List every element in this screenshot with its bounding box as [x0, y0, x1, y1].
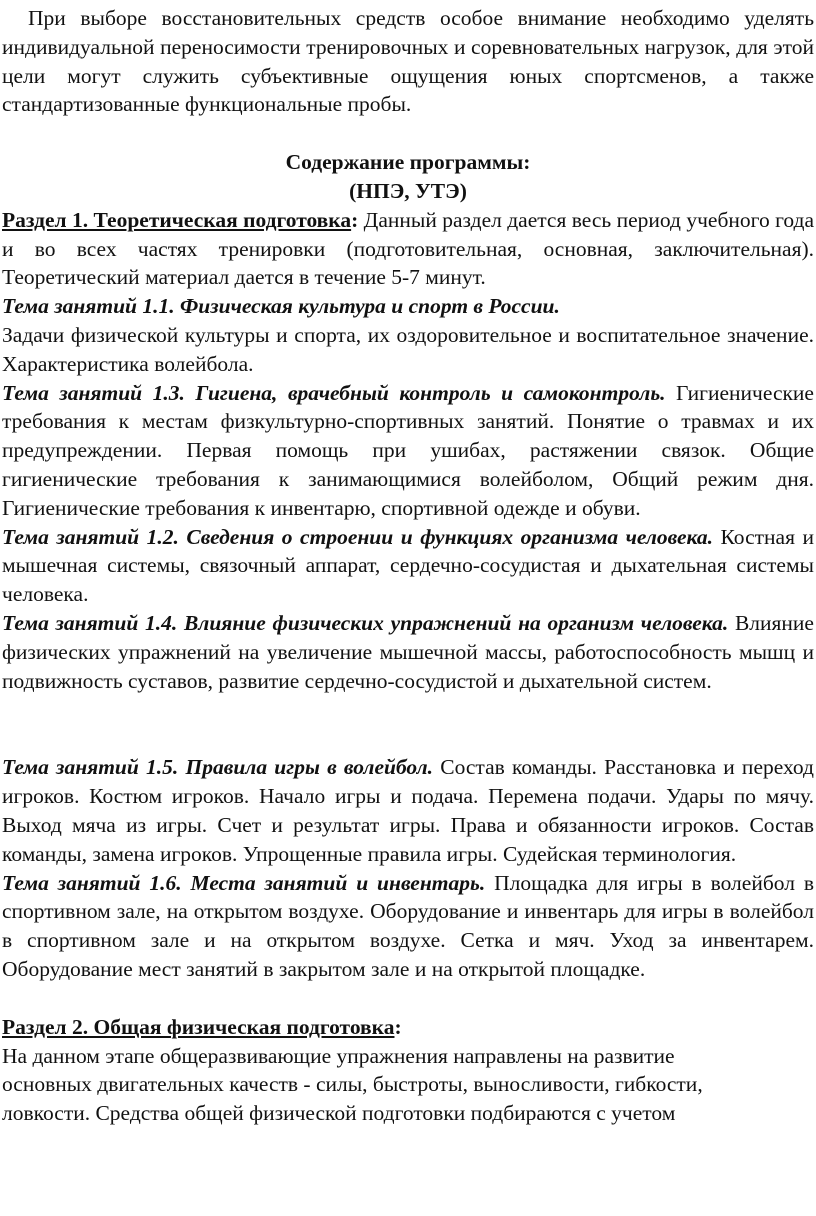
topic-1-2-paragraph: [2, 523, 814, 609]
spacer: [2, 695, 814, 753]
section-1-paragraph: [2, 206, 814, 292]
topic-1-6-text: Площадка для игры в волейбол в спортивном зале, на открытом воздухе. Оборудование и инвентарь для игры в волейбол в спортивном зале и на открытом воздухе. Сетка и мяч. Уход за инвентарем. Оборудование мест занятий в закрытом зале и на открытой площадке.: [2, 870, 815, 981]
topic-1-3-paragraph: [2, 379, 814, 523]
section-2-heading: Раздел 2. Общая физическая подготовка: [2, 1014, 395, 1039]
section-2-colon: :: [394, 1014, 402, 1039]
section-1-colon: :: [351, 207, 359, 232]
section-2-heading-line: [2, 1013, 814, 1042]
topic-1-4-text: Влияние физических упражнений на увеличение мышечной массы, работоспособность мышц и подвижность суставов, развитие сердечно-сосудистой и дыхательной систем.: [2, 610, 814, 693]
topic-1-5-text: Состав команды. Расстановка и переход игроков. Костюм игроков. Начало игры и подача. Перемена подачи. Удары по мячу. Выход мяча из игры. Счет и результат игры. Права и обязанности игроков. Состав команды, замена игроков. Упрощенные правила игры. Судейская терминология.: [2, 755, 814, 866]
topic-1-2-title: Тема занятий 1.2. Сведения о строении и функциях организма человека.: [2, 524, 714, 549]
section-1-text: Данный раздел дается весь период учебного года и во всех частях тренировки (подготовительная, основная, заключительная). Теоретический материал дается в течение 5-7 минут.: [2, 207, 814, 290]
program-title: Содержание программы:: [285, 150, 531, 175]
topic-1-4-paragraph: [2, 609, 814, 695]
topic-1-3-title: Тема занятий 1.3. Гигиена, врачебный контроль и самоконтроль.: [2, 380, 666, 405]
topic-1-3-text: Гигиенические требования к местам физкультурно-спортивных занятий. Понятие о травмах и их предупреждении. Первая помощь при ушибах, растяжении связок. Общие гигиенические требования к занимающимися волейболом, Общий режим дня. Гигиенические требования к инвентарю, спортивной одежде и обуви.: [2, 380, 814, 520]
topic-1-1-title: Тема занятий 1.1. Физическая культура и спорт в России.: [2, 294, 560, 319]
spacer: [2, 119, 814, 148]
topic-1-6-paragraph: [2, 869, 814, 984]
topic-1-5-title: Тема занятий 1.5. Правила игры в волейбол.: [2, 755, 434, 780]
program-subtitle: (НПЭ, УТЭ): [349, 178, 467, 203]
spacer: [2, 984, 814, 1013]
topic-1-5-paragraph: [2, 753, 814, 868]
section-2-line-3: ловкости. Средства общей физической подготовки подбираются с учетом: [2, 1101, 676, 1126]
topic-1-6-title: Тема занятий 1.6. Места занятий и инвентарь.: [2, 870, 486, 895]
topic-1-4-title: Тема занятий 1.4. Влияние физических упражнений на организм человека.: [2, 610, 729, 635]
section-1-heading: Раздел 1. Теоретическая подготовка: [2, 207, 352, 232]
section-2-line-2: основных двигательных качеств - силы, быстроты, выносливости, гибкости,: [2, 1072, 703, 1097]
topic-1-1-title-line: [2, 292, 814, 321]
intro-paragraph: При выборе восстановительных средств особое внимание необходимо уделять индивидуальной переносимости тренировочных и соревновательных нагрузок, для этой цели могут служить субъективные ощущения юных спортсменов, а также стандартизованные функциональные пробы.: [2, 6, 814, 117]
topic-1-2-text: Костная и мышечная системы, связочный аппарат, сердечно-сосудистая и дыхательная системы человека.: [2, 524, 814, 607]
section-2-text: [2, 1042, 814, 1128]
topic-1-1-text: Задачи физической культуры и спорта, их оздоровительное и воспитательное значение. Характеристика волейбола.: [2, 322, 814, 376]
section-2-line-1: На данном этапе общеразвивающие упражнения направлены на развитие: [2, 1043, 675, 1068]
